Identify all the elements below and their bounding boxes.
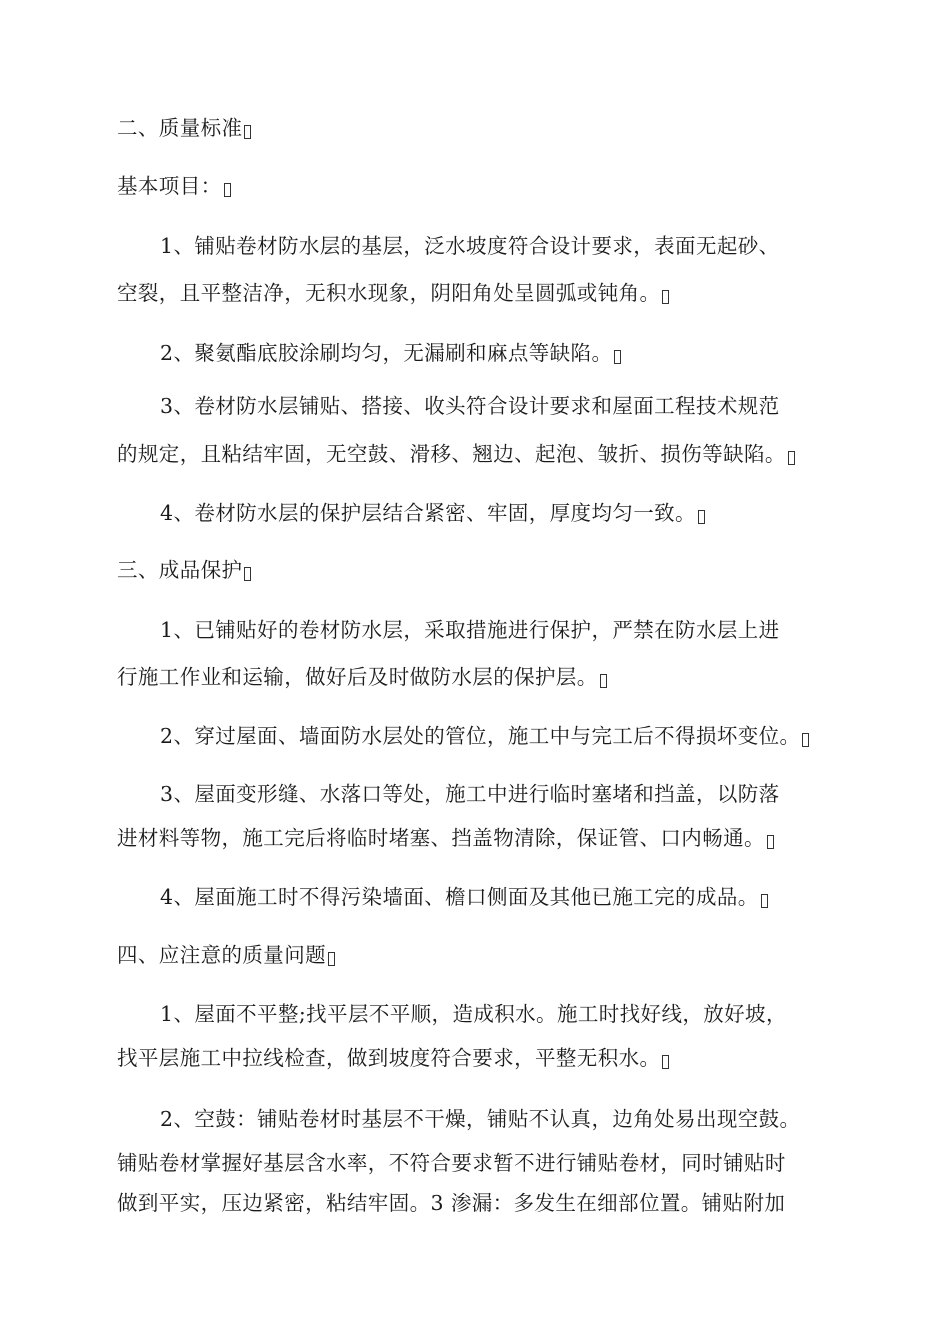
paragraph-mark bbox=[698, 510, 705, 524]
paragraph-line: 2、空鼓：铺贴卷材时基层不干燥，铺贴不认真，边角处易出现空鼓。 bbox=[160, 1107, 801, 1131]
paragraph-line: 的规定，且粘结牢固，无空鼓、滑移、翘边、起泡、皱折、损伤等缺陷。 bbox=[117, 441, 795, 467]
section-heading-quality-issues: 四、应注意的质量问题 bbox=[117, 942, 335, 968]
paragraph-mark bbox=[662, 1055, 669, 1069]
paragraph-mark bbox=[662, 290, 669, 304]
paragraph-line: 4、卷材防水层的保护层结合紧密、牢固，厚度均匀一致。 bbox=[160, 500, 705, 526]
paragraph-line: 1、屋面不平整;找平层不平顺，造成积水。施工时找好线，放好坡， bbox=[160, 1002, 787, 1026]
paragraph-mark bbox=[600, 674, 607, 688]
section-heading-quality-standard: 二、质量标准 bbox=[117, 115, 251, 141]
paragraph-mark bbox=[244, 567, 251, 581]
paragraph-mark bbox=[761, 894, 768, 908]
paragraph-line: 找平层施工中拉线检查，做到坡度符合要求，平整无积水。 bbox=[117, 1045, 669, 1071]
paragraph-mark bbox=[328, 952, 335, 966]
paragraph-mark bbox=[802, 733, 809, 747]
paragraph-mark bbox=[788, 451, 795, 465]
paragraph-line: 行施工作业和运输，做好后及时做防水层的保护层。 bbox=[117, 664, 607, 690]
paragraph-line: 做到平实，压边紧密，粘结牢固。3 渗漏：多发生在细部位置。铺贴附加 bbox=[117, 1191, 786, 1215]
paragraph-line: 空裂，且平整洁净，无积水现象，阴阳角处呈圆弧或钝角。 bbox=[117, 280, 669, 306]
paragraph-mark bbox=[244, 125, 251, 139]
paragraph-line: 4、屋面施工时不得污染墙面、檐口侧面及其他已施工完的成品。 bbox=[160, 884, 768, 910]
paragraph-line: 2、穿过屋面、墙面防水层处的管位，施工中与完工后不得损坏变位。 bbox=[160, 723, 809, 749]
paragraph-line: 1、铺贴卷材防水层的基层，泛水坡度符合设计要求，表面无起砂、 bbox=[160, 234, 780, 258]
paragraph-mark bbox=[614, 350, 621, 364]
paragraph-line: 铺贴卷材掌握好基层含水率，不符合要求暂不进行铺贴卷材，同时铺贴时 bbox=[117, 1151, 786, 1175]
subheading-basic-items: 基本项目： bbox=[117, 173, 231, 199]
section-heading-product-protection: 三、成品保护 bbox=[117, 557, 251, 583]
paragraph-line: 3、卷材防水层铺贴、搭接、收头符合设计要求和屋面工程技术规范 bbox=[160, 394, 780, 418]
paragraph-mark bbox=[224, 183, 231, 197]
paragraph-line: 1、已铺贴好的卷材防水层，采取措施进行保护，严禁在防水层上进 bbox=[160, 618, 780, 642]
paragraph-line: 进材料等物，施工完后将临时堵塞、挡盖物清除，保证管、口内畅通。 bbox=[117, 825, 774, 851]
paragraph-line: 3、屋面变形缝、水落口等处，施工中进行临时塞堵和挡盖，以防落 bbox=[160, 782, 780, 806]
paragraph-line: 2、聚氨酯底胶涂刷均匀，无漏刷和麻点等缺陷。 bbox=[160, 340, 621, 366]
paragraph-mark bbox=[767, 835, 774, 849]
